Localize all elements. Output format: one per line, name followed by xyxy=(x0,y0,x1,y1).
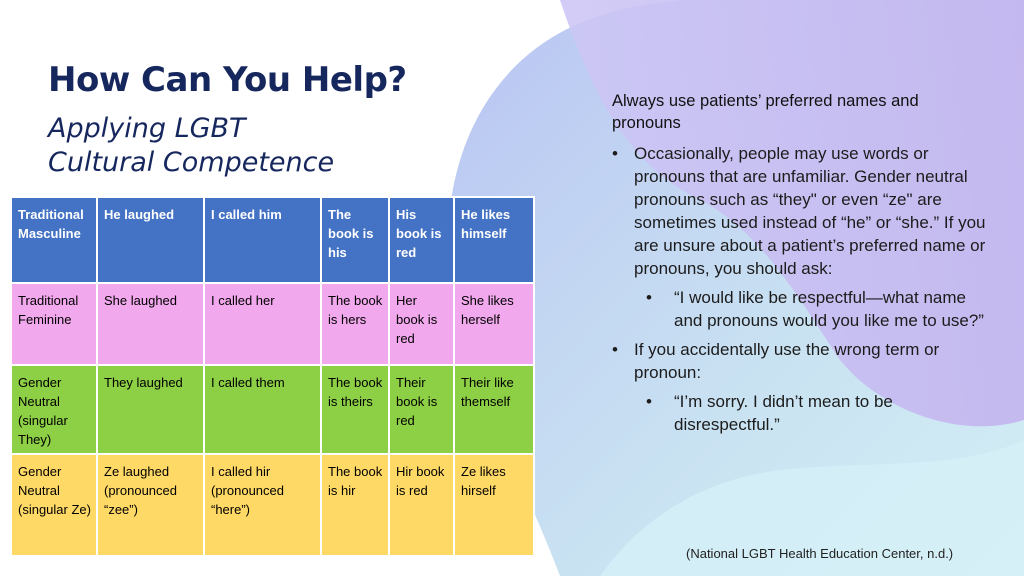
citation: (National LGBT Health Education Center, n.d.) xyxy=(686,546,954,561)
bullet-text: If you accidentally use the wrong term or pronoun: xyxy=(634,340,940,382)
slide-subtitle xyxy=(48,112,334,180)
table-cell: Traditional Masculine xyxy=(11,197,97,283)
bullet-icon: • xyxy=(646,392,652,411)
sub-bullet-item xyxy=(612,286,992,332)
bullet-text: Occasionally, people may use words or pronouns that are unfamiliar. Gender neutral pronouns such as “they" or even “ze" are sometimes used instead of “he” or “she.” If you are unsure about a patient’s preferred name or pronouns, you should ask: xyxy=(634,144,986,278)
table-cell: Traditional Feminine xyxy=(11,283,97,365)
table-cell: Her book is red xyxy=(389,283,454,365)
notes-heading: Always use patients’ preferred names and pronouns xyxy=(612,92,919,132)
notes-panel xyxy=(612,90,992,442)
table-cell: The book is hers xyxy=(321,283,389,365)
table-row-neutral-they xyxy=(11,365,534,454)
bullet-icon: • xyxy=(646,288,652,307)
table-cell: The book is theirs xyxy=(321,365,389,454)
table-cell: Gender Neutral (singular Ze) xyxy=(11,454,97,556)
bullet-item xyxy=(612,338,992,384)
slide-title: How Can You Help? xyxy=(48,60,407,100)
table-cell: I called hir (pronounced “here”) xyxy=(204,454,321,556)
table-cell: Gender Neutral (singular They) xyxy=(11,365,97,454)
table-cell: I called them xyxy=(204,365,321,454)
table-cell: They laughed xyxy=(97,365,204,454)
table-cell: She laughed xyxy=(97,283,204,365)
table-row-masculine xyxy=(11,197,534,283)
sub-bullet-text: “I’m sorry. I didn’t mean to be disrespectful.” xyxy=(674,392,893,434)
table-cell: She likes herself xyxy=(454,283,534,365)
table-cell: His book is red xyxy=(389,197,454,283)
table-cell: Their book is red xyxy=(389,365,454,454)
table-cell: I called him xyxy=(204,197,321,283)
subtitle-line-1: Applying LGBT xyxy=(48,113,246,144)
sub-bullet-text: “I would like be respectful—what name and pronouns would you like me to use?” xyxy=(674,288,984,330)
table-cell: Hir book is red xyxy=(389,454,454,556)
table-cell: The book is hir xyxy=(321,454,389,556)
bullet-icon: • xyxy=(612,340,618,359)
table-cell: The book is his xyxy=(321,197,389,283)
table-cell: Ze laughed (pronounced “zee”) xyxy=(97,454,204,556)
bullet-icon: • xyxy=(612,144,618,163)
pronoun-table xyxy=(10,196,535,557)
table-cell: He laughed xyxy=(97,197,204,283)
table-cell: He likes himself xyxy=(454,197,534,283)
table-cell: Ze likes hirself xyxy=(454,454,534,556)
bullet-item xyxy=(612,142,992,280)
sub-bullet-item xyxy=(612,390,992,436)
table-cell: I called her xyxy=(204,283,321,365)
subtitle-line-2: Cultural Competence xyxy=(48,147,335,178)
table-cell: Their like themself xyxy=(454,365,534,454)
table-row-neutral-ze xyxy=(11,454,534,556)
table-row-feminine xyxy=(11,283,534,365)
